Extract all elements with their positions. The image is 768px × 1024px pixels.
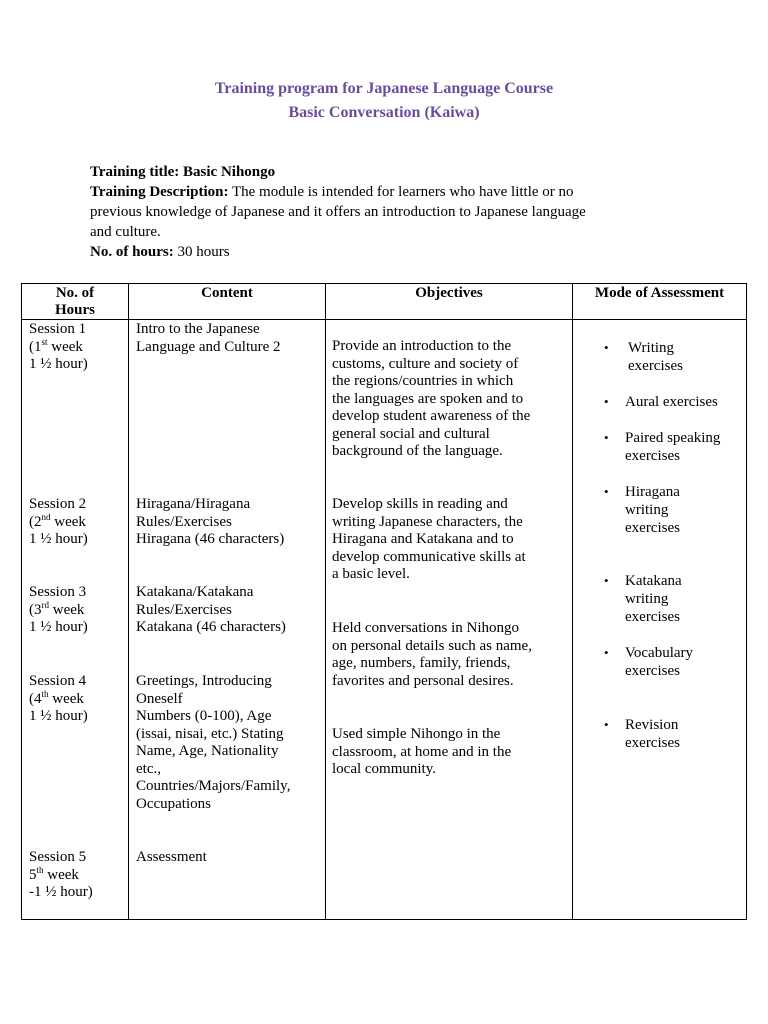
session-week: (4th week [29,688,84,707]
session-duration: 1 ½ hour) [29,708,88,724]
objective-line: Provide an introduction to the [332,338,512,354]
session-label: Session 2 [29,496,87,512]
objective-line: age, numbers, family, friends, [332,655,511,671]
session-duration: 1 ½ hour) [29,619,88,635]
content-cell-1 [136,321,324,356]
session-cell-1 [29,321,127,374]
content-cell-3 [136,584,324,637]
table-col-divider-2 [325,283,326,920]
hours-label: No. of hours: [90,244,174,260]
hours-line [90,242,690,262]
objective-line: develop student awareness of the [332,408,531,424]
table-border-bottom [21,919,747,920]
bullet-icon: • [604,340,609,355]
content-line: Countries/Majors/Family, [136,778,291,794]
session-duration: 1 ½ hour) [29,531,88,547]
objective-line: Used simple Nihongo in the [332,726,501,742]
content-line: Intro to the Japanese [136,321,260,337]
objective-line: customs, culture and society of [332,355,519,372]
objective-line: Hiragana and Katakana and to [332,531,514,547]
table-border-left [21,283,22,920]
header-assessment: Mode of Assessment [594,285,725,301]
session-week: (2nd week [29,511,86,530]
objective-cell-4 [332,726,570,779]
content-cell-2 [136,496,324,549]
session-duration: 1 ½ hour) [29,356,88,372]
objective-line: writing Japanese characters, the [332,513,523,530]
objective-line: develop communicative skills at [332,548,526,565]
objective-line: Held conversations in Nihongo [332,620,520,636]
session-week: (3rd week [29,599,85,618]
content-line: Katakana (46 characters) [136,619,286,635]
objective-cell-1 [332,338,570,461]
training-description-line-1 [90,182,690,202]
hours-value: 30 hours [177,244,230,260]
objective-line: on personal details such as name, [332,637,532,654]
table-col-divider-3 [572,283,573,920]
training-description-text-1: The module is intended for learners who have little or no [231,184,574,200]
table-header-divider [21,319,747,320]
objective-line: local community. [332,761,437,777]
objective-line: the languages are spoken and to [332,390,524,407]
session-label: Session 5 [29,849,87,865]
header-hours [22,285,128,319]
session-cell-4 [29,673,127,726]
table-border-right [746,283,747,920]
content-line: Rules/Exercises [136,513,232,530]
header-hours-line-2: Hours [54,302,95,318]
bullet-icon: • [604,394,609,409]
bullet-icon: • [604,573,609,588]
objective-line: favorites and personal desires. [332,672,514,689]
training-title-line [90,162,690,182]
session-label: Session 4 [29,673,87,689]
objective-cell-3 [332,620,570,690]
objective-line: the regions/countries in which [332,373,514,389]
content-line: (issai, nisai, etc.) Stating [136,725,284,742]
training-title-value: Basic Nihongo [183,164,276,180]
content-line: Katakana/Katakana [136,584,254,600]
content-line: Occupations [136,795,211,812]
session-week: (1st week [29,336,83,355]
session-duration: -1 ½ hour) [29,884,93,900]
table-border-top [21,283,747,284]
training-description-line-3: and culture. [90,224,161,240]
objective-line: classroom, at home and in the [332,743,512,760]
header-hours-line-1: No. of [55,285,95,301]
content-cell-5 [136,849,324,867]
content-line: Numbers (0-100), Age [136,708,272,724]
page-title: Training program for Japanese Language Course [214,80,554,97]
content-cell-4 [136,673,324,813]
session-label: Session 3 [29,584,87,600]
session-cell-5 [29,849,127,902]
training-description-label: Training Description: [90,184,229,200]
content-line: Rules/Exercises [136,601,232,618]
content-line: Language and Culture 2 [136,338,281,355]
content-line: Hiragana/Hiragana [136,496,251,512]
bullet-icon: • [604,645,609,660]
objective-line: a basic level. [332,566,410,582]
objective-cell-2 [332,496,570,584]
bullet-icon: • [604,717,609,732]
content-line: Hiragana (46 characters) [136,531,285,547]
objective-line: Develop skills in reading and [332,496,508,512]
page-subtitle: Basic Conversation (Kaiwa) [288,104,480,121]
content-line: Assessment [136,849,207,865]
content-line: Name, Age, Nationality [136,743,279,759]
session-cell-3 [29,584,127,637]
session-label: Session 1 [29,321,87,337]
objective-line: background of the language. [332,443,503,459]
session-week: 5th week [29,864,79,883]
bullet-icon: • [604,484,609,499]
training-title-label: Training title: [90,164,180,180]
content-line: etc., [136,760,161,777]
table-col-divider-1 [128,283,129,920]
training-description-line-2: previous knowledge of Japanese and it offers an introduction to Japanese language [90,204,586,220]
bullet-icon: • [604,430,609,445]
session-cell-2 [29,496,127,549]
objective-line: general social and cultural [332,425,490,442]
content-line: Greetings, Introducing [136,673,272,689]
header-content: Content [201,285,253,301]
content-line: Oneself [136,690,183,707]
header-objectives: Objectives [415,285,483,301]
